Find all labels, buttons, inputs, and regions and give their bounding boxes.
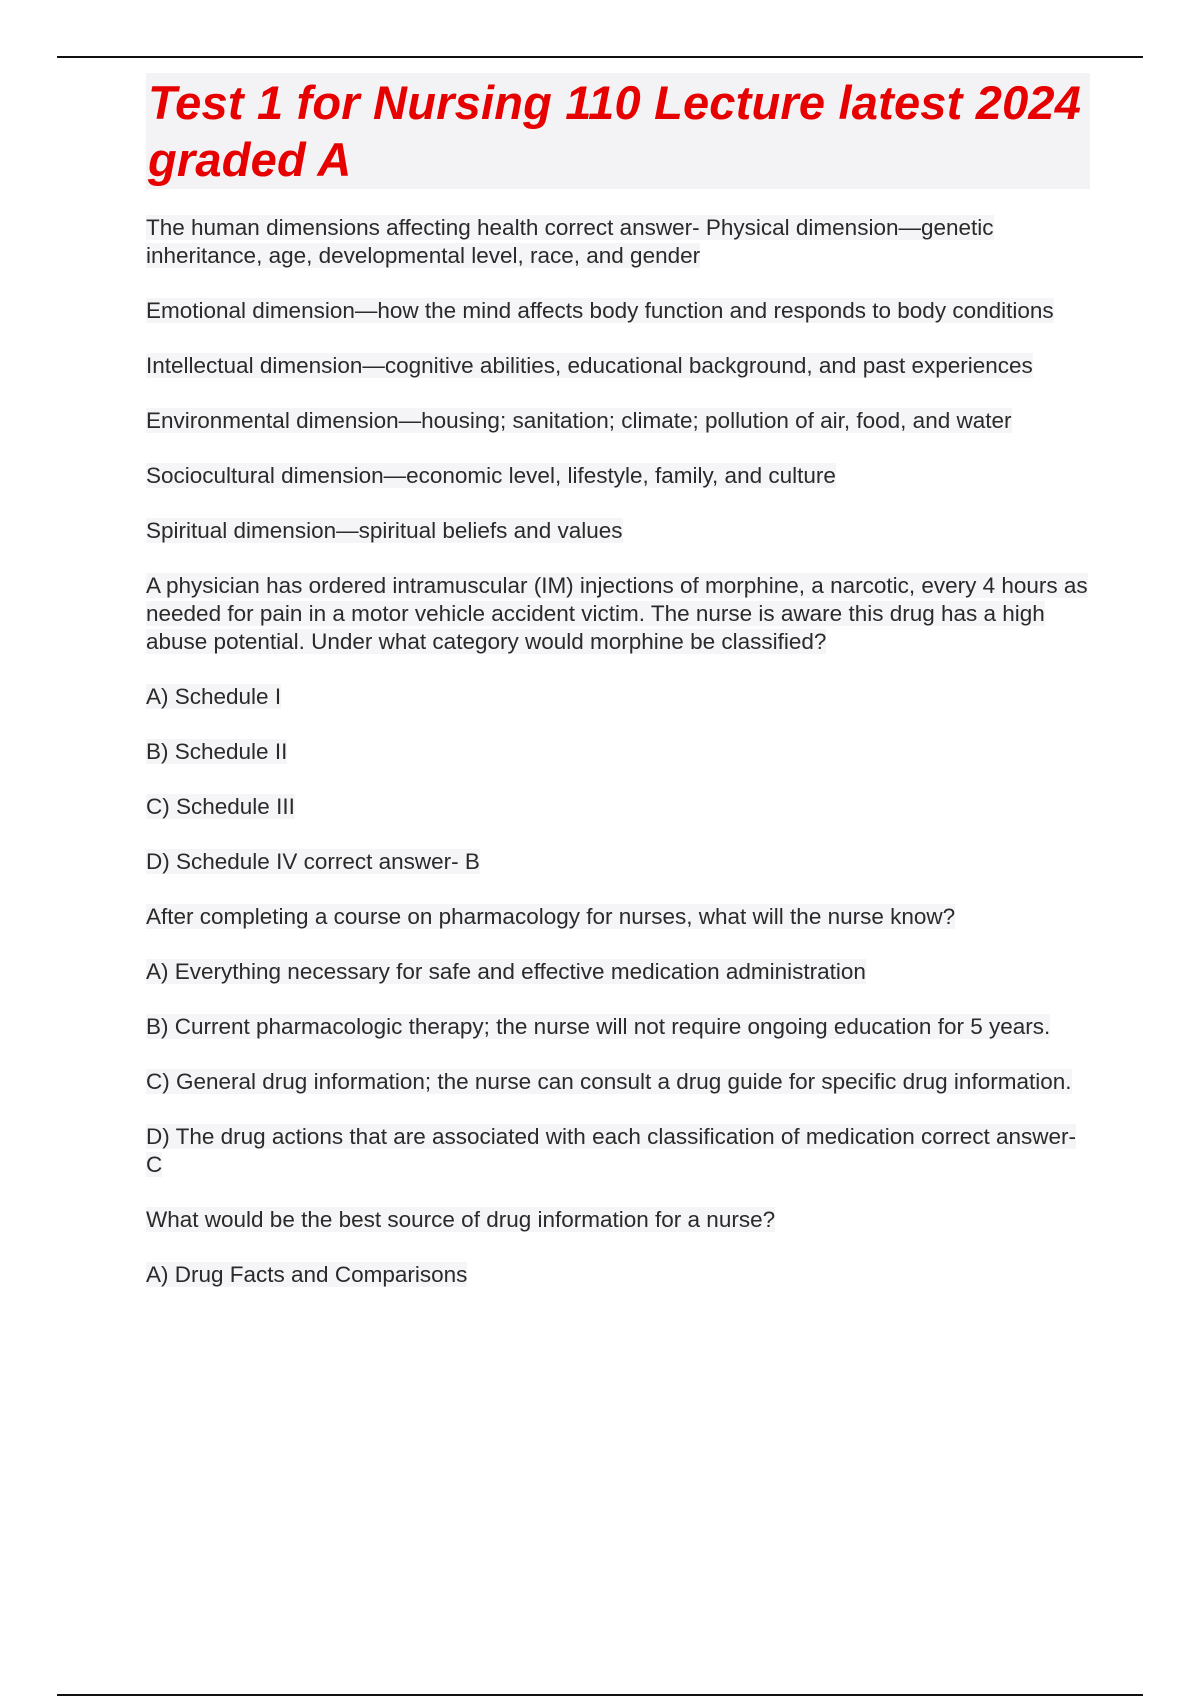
question-paragraph: A physician has ordered intramuscular (IM) injections of morphine, a narcotic, every 4 hours as needed for pain in a motor vehicle accident victim. The nurse is aware this drug has a high abuse potential. Under what category would morphine be classified? (146, 573, 1088, 654)
paragraph: Spiritual dimension—spiritual beliefs and values (146, 518, 623, 543)
answer-option: A) Everything necessary for safe and effective medication administration (146, 959, 866, 984)
document-title: Test 1 for Nursing 110 Lecture latest 2024 graded A (146, 73, 1090, 189)
answer-option: A) Schedule I (146, 684, 282, 709)
paragraph: Emotional dimension—how the mind affects body function and responds to body conditions (146, 298, 1054, 323)
answer-option: C) General drug information; the nurse can consult a drug guide for specific drug information. (146, 1069, 1072, 1094)
bottom-rule (57, 1694, 1143, 1696)
document-body (146, 73, 1090, 1316)
answer-option: D) Schedule IV correct answer- B (146, 849, 480, 874)
answer-option: B) Schedule II (146, 739, 288, 764)
answer-option: A) Drug Facts and Comparisons (146, 1262, 468, 1287)
answer-option: D) The drug actions that are associated with each classification of medication correct answer- C (146, 1124, 1077, 1177)
top-rule (57, 56, 1143, 58)
paragraph-list (146, 214, 1090, 1289)
paragraph: Sociocultural dimension—economic level, lifestyle, family, and culture (146, 463, 836, 488)
answer-option: C) Schedule III (146, 794, 295, 819)
paragraph: The human dimensions affecting health correct answer- Physical dimension—genetic inheritance, age, developmental level, race, and gender (146, 215, 994, 268)
paragraph: Intellectual dimension—cognitive abilities, educational background, and past experiences (146, 353, 1033, 378)
answer-option: B) Current pharmacologic therapy; the nurse will not require ongoing education for 5 years. (146, 1014, 1051, 1039)
question-paragraph: After completing a course on pharmacology for nurses, what will the nurse know? (146, 904, 956, 929)
question-paragraph: What would be the best source of drug information for a nurse? (146, 1207, 776, 1232)
paragraph: Environmental dimension—housing; sanitation; climate; pollution of air, food, and water (146, 408, 1012, 433)
